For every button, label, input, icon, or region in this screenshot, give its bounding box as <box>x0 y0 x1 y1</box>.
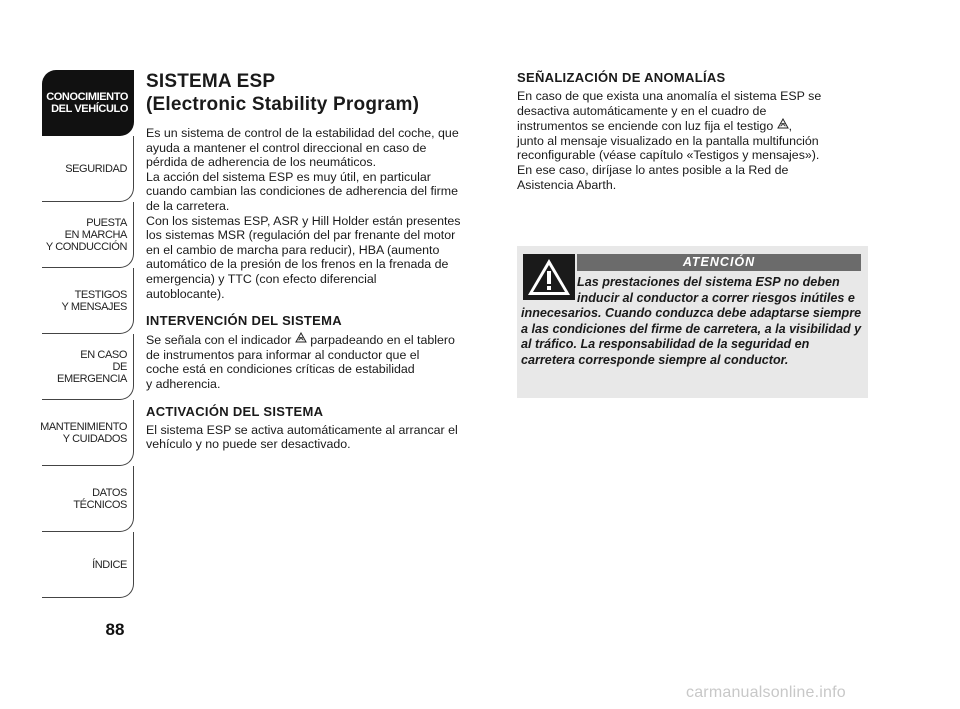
anomaly-text-pre: En caso de que exista una anomalía el sistema ESP se desactiva automáticamente y en el cuadro de instrumentos se enciende con luz fija el testigo <box>517 89 822 134</box>
warning-box <box>517 246 868 398</box>
tab-seguridad[interactable] <box>42 136 134 202</box>
anomaly-text-post: , junto al mensaje visualizado en la pantalla multifunción reconfigurable (véase capítulo «Testigos y mensajes»). En ese caso, diríjase lo antes posible a la Red de Asistencia Abarth. <box>517 119 820 192</box>
tab-label: ÍNDICE <box>92 558 127 571</box>
intervention-heading: INTERVENCIÓN DEL SISTEMA <box>146 313 342 329</box>
chapter-sidebar <box>42 70 134 598</box>
tab-indice[interactable] <box>42 532 134 598</box>
intervention-text-post: parpadeando en el tablero de instrumentos para informar al conductor que el coche está en condiciones críticas de estabilidad y adherencia. <box>146 333 455 391</box>
tab-mantenimiento-y-cuidados[interactable] <box>42 400 134 466</box>
tab-label: CONOCIMIENTO DEL VEHÍCULO <box>46 91 128 115</box>
tab-label: MANTENIMIENTO Y CUIDADOS <box>40 420 127 445</box>
tab-testigos-y-mensajes[interactable] <box>42 268 134 334</box>
tab-en-caso-de-emergencia[interactable] <box>42 334 134 400</box>
warning-body: Las prestaciones del sistema ESP no deben inducir al conductor a correr riesgos inútiles e innecesarios. Cuando conduzca debe adaptarse siempre a las condiciones del firme de carretera, a la visibilidad y al tráfico. La responsabilidad de la seguridad en carretera corresponde siempre al conductor. <box>521 275 862 367</box>
title-line-1: SISTEMA ESP <box>146 71 276 92</box>
tab-label: PUESTA EN MARCHA Y CONDUCCIÓN <box>45 216 127 253</box>
anomaly-heading: SEÑALIZACIÓN DE ANOMALÍAS <box>517 70 726 85</box>
activation-paragraph: El sistema ESP se activa automáticamente al arrancar el vehículo y no puede ser desactivado. <box>146 422 458 452</box>
right-column <box>517 70 867 192</box>
intervention-text-pre: Se señala con el indicador <box>146 333 295 348</box>
tab-label: SEGURIDAD <box>65 162 127 175</box>
esp-warning-icon <box>777 118 789 130</box>
esp-warning-icon <box>295 332 307 344</box>
page-title <box>146 70 498 116</box>
tab-conocimiento-del-vehiculo[interactable] <box>42 70 134 136</box>
watermark: carmanualsonline.info <box>686 684 846 701</box>
tab-puesta-en-marcha[interactable] <box>42 202 134 268</box>
intervention-paragraph <box>146 332 498 391</box>
left-column <box>146 70 498 452</box>
tab-datos-tecnicos[interactable] <box>42 466 134 532</box>
warning-text <box>521 275 864 369</box>
tab-label: EN CASO DE EMERGENCIA <box>57 348 127 385</box>
title-line-2: (Electronic Stability Program) <box>146 94 420 115</box>
intro-paragraph: Es un sistema de control de la estabilidad del coche, que ayuda a mantener el control direccional en caso de pérdida de adherencia de los neumáticos. La acción del sistema ESP es muy útil, en particular cuando cambian las condiciones de adherencia del firme de la carretera. Con los sistemas ESP, ASR y Hill Holder están presentes los sistemas MSR (regulación del par frenante del motor en el cambio de marcha para reducir), HBA (aumento automático de la presión de los frenos en la frenada de emergencia) y TTC (con efecto diferencial autoblocante). <box>146 126 461 301</box>
tab-label: TESTIGOS Y MENSAJES <box>61 288 127 313</box>
tab-label: DATOS TÉCNICOS <box>73 486 127 511</box>
warning-header: ATENCIÓN <box>577 254 861 271</box>
anomaly-paragraph <box>517 89 867 192</box>
page-number: 88 <box>105 620 125 639</box>
activation-heading: ACTIVACIÓN DEL SISTEMA <box>146 403 324 419</box>
